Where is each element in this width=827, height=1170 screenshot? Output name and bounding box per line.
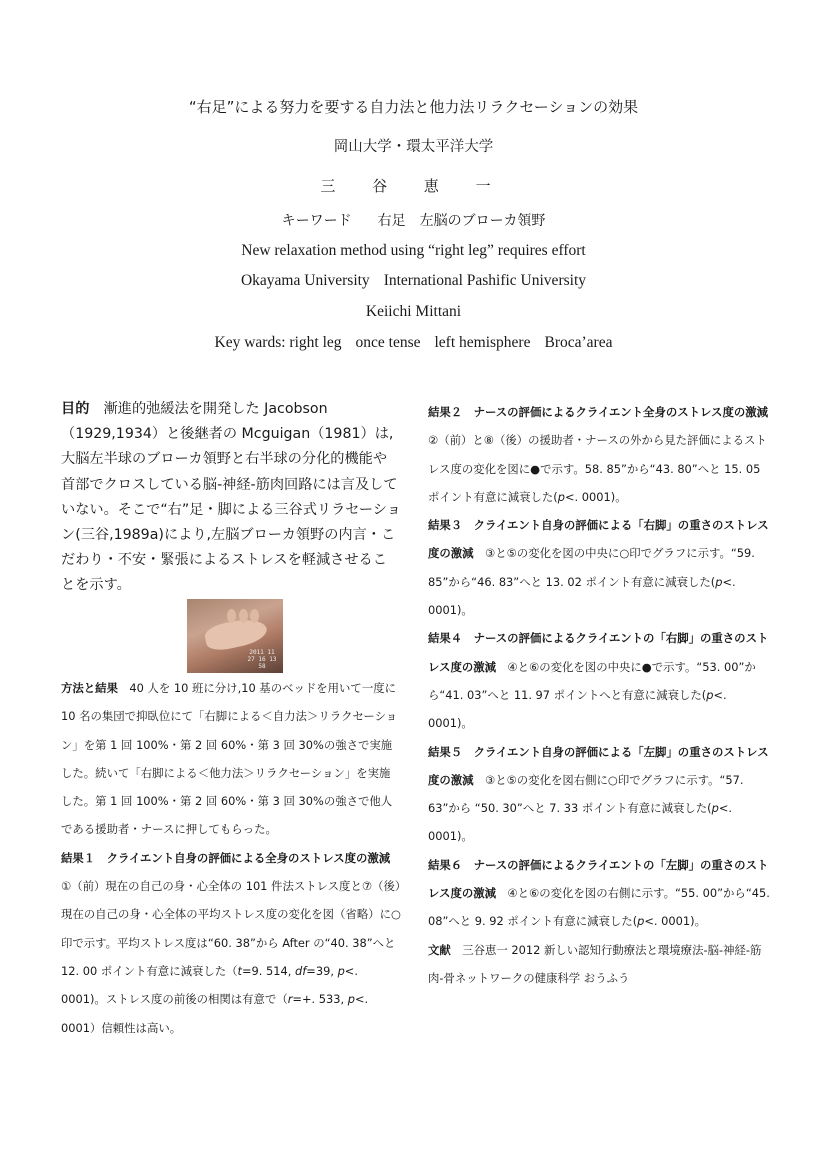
result2-paragraph: 結果２ ナースの評価によるクライエント全身のストレス度の激減 ②（前）と⑧（後）の援助者・ナースの外から見た評価によるストレス度の変化を図に●で示す。58. 85”から“43. 80”へと 15. 05 ポイント有意に減衰した(p<. 0001)。	[428, 405, 769, 504]
purpose-section	[61, 397, 401, 599]
result3-paragraph: 結果３ クライエント自身の評価による「右脚」の重さのストレス度の激減 ③と⑤の変化を図の中央に○印でグラフに示す。“59. 85”から“46. 83”へと 13. 02 ポイント有意に減衰した(p<. 0001)。	[428, 518, 769, 618]
purpose-label: 目的	[61, 401, 90, 417]
english-affil-okayama: Okayama University	[240, 272, 370, 289]
english-kw-3: left hemisphere	[434, 334, 531, 351]
result6-paragraph: 結果６ ナースの評価によるクライエントの「左脚」の重さのストレス度の激減 ④と⑥の変化を図の右側に示す。“55. 00”から“45. 08”へと 9. 92 ポイント有意に減衰した(p<. 0001)。	[428, 857, 770, 929]
author-name: 三 谷 恵 一	[320, 177, 507, 195]
result5-label: 結果５ クライエント自身の評価による「左脚」の重さのストレス度の激減	[428, 744, 769, 787]
english-kw-2: once tense	[355, 334, 421, 351]
result2-label: 結果２ ナースの評価によるクライエント全身のストレス度の激減	[428, 405, 769, 419]
english-kw-1: right leg	[289, 334, 342, 351]
methods-results-section	[61, 674, 401, 1042]
english-title: New relaxation method using “right leg” requires effort	[241, 242, 586, 259]
english-affiliation	[0, 272, 827, 290]
stat-p2: p	[347, 992, 355, 1007]
affiliation: 岡山大学・環太平洋大学	[333, 139, 494, 155]
keywords-label: キーワード	[281, 213, 352, 229]
results-right-column	[428, 398, 770, 992]
stat-r: r	[287, 992, 293, 1007]
english-keywords	[0, 334, 827, 352]
result6-label: 結果６ ナースの評価によるクライエントの「左脚」の重さのストレス度の激減	[428, 857, 769, 901]
methods-label: 方法と結果	[61, 681, 118, 695]
result4-label: 結果４ ナースの評価によるクライエントの「右脚」の重さのストレス度の激減	[428, 631, 769, 674]
stat-p: p	[337, 963, 345, 978]
english-affil-pashific: International Pashific University	[383, 272, 586, 289]
keywords-line	[0, 210, 827, 230]
references-text: 三谷恵一 2012 新しい認知行動療法と環境療法-脳-神経-筋肉-骨ネットワークの健康科学 おうふう	[428, 942, 762, 985]
foot-photo	[187, 599, 283, 673]
references-paragraph	[428, 936, 770, 993]
photo-date-stamp: 2011 11 27 16 13 58	[247, 649, 277, 670]
result5-paragraph: 結果５ クライエント自身の評価による「左脚」の重さのストレス度の激減 ③と⑤の変化を図右側に○印でグラフに示す。“57. 63”から “50. 30”へと 7. 33 ポイント有意に減衰した(p<. 0001)。	[428, 744, 769, 844]
methods-text: 40 人を 10 班に分け,10 基のベッドを用いて一度に 10 名の集団で抑臥位にて「右脚による＜自力法＞リラクセーション」を第 1 回 100%・第 2 回 60%・第 3 回 30%の強さで実施した。続いて「右脚による＜他力法＞リラクセーション」を実施した。第 1 回 100%・第 2 回 60%・第 3 回 30%の強さで他人である援助者・ナースに押してもらった。	[61, 681, 398, 837]
english-author: Keiichi Mittani	[365, 303, 462, 320]
keywords-text: 右足 左脳のブローカ領野	[377, 213, 546, 229]
references-label: 文献	[428, 942, 451, 957]
result1-label: 結果１ クライエント自身の評価による全身のストレス度の激減	[61, 850, 391, 865]
result3-label: 結果３ クライエント自身の評価による「右脚」の重さのストレス度の激減	[428, 518, 769, 561]
methods-paragraph	[61, 674, 401, 844]
result1-paragraph: 結果１ クライエント自身の評価による全身のストレス度の激減 ①（前）現在の自己の身・心全体の 101 件法ストレス度と⑦（後）現在の自己の身・心全体の平均ストレス度の変化を図（省略）に○印で示す。平均ストレス度は“60. 38”から After の“40. 38”へと 12. 00 ポイント有意に減衰した（t=9. 514, df=39, p<. 0001)。ストレス度の前後の相関は有意で（r=+. 533, p<. 0001）信頼性は高い。	[61, 850, 401, 1035]
paper-title: “右足”による努力を要する自力法と他力法リラクセーションの効果	[188, 98, 639, 116]
result1-text-a: ①（前）現在の自己の身・心全体の 101 件法ストレス度と⑦（後）現在の自己の身・心全体の平均ストレス度の変化を図（省略）に○印で示す。平均ストレス度は“60. 38”から After の“40. 38”へと 12. 00 ポイント有意に減衰した（	[61, 879, 401, 978]
english-kw-4: Broca’area	[544, 334, 613, 351]
stat-t: t	[237, 963, 243, 978]
purpose-text: 漸進的弛緩法を開発した Jacobson（1929,1934）と後継者の Mcguigan（1981）は,大脳左半球のブローカ領野と右半球の分化的機能や首部でクロスしている脳-神経-筋肉回路には言及していない。そこで“右”足・脚による三谷式リラセーション(三谷,1989a)により,左脳ブローカ領野の内言・こだわり・不安・緊張によるストレスを軽減させることを示す。	[61, 401, 401, 594]
result4-paragraph: 結果４ ナースの評価によるクライエントの「右脚」の重さのストレス度の激減 ④と⑥の変化を図の中央に●で示す。“53. 00”から“41. 03”へと 11. 97 ポイントへと有意に減衰した(p<. 0001)。	[428, 631, 769, 731]
english-keywords-label: Key wards:	[214, 334, 286, 351]
stat-df: df	[295, 963, 307, 978]
